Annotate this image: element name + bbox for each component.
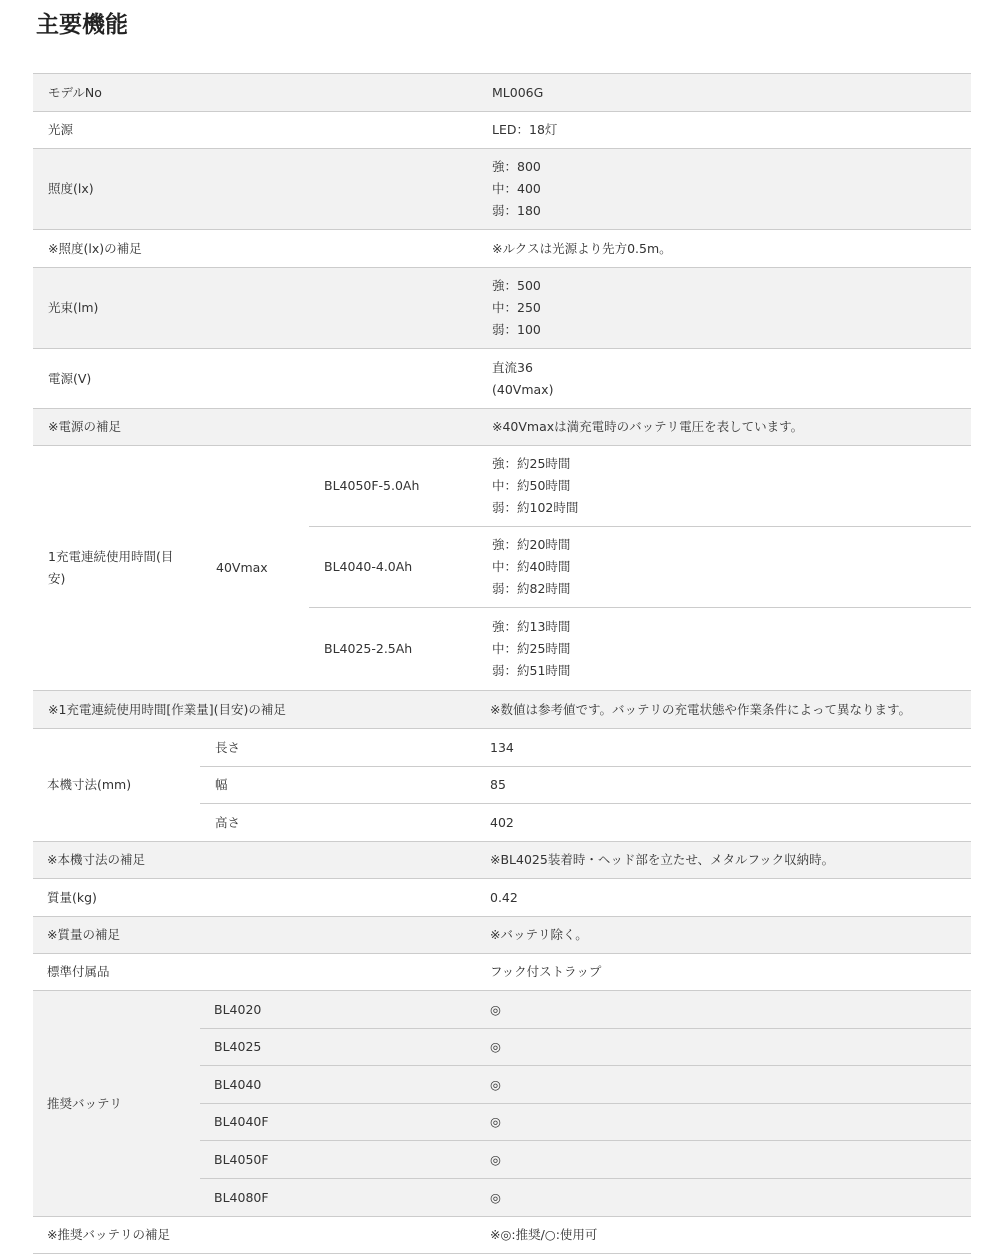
spec-row-model: [33, 74, 971, 112]
spec-row-recommended-battery: [33, 991, 971, 1217]
battery-compatibility: ◎: [490, 1039, 501, 1054]
battery-name: BL4025: [214, 1039, 262, 1054]
spec-value-line: 弱：180: [492, 203, 541, 218]
battery-compatibility: ◎: [490, 1001, 501, 1017]
recommended-battery-row: [200, 1066, 971, 1104]
battery-name: BL4050F-5.0Ah: [324, 478, 420, 493]
spec-value: ※40Vmaxは満充電時のバッテリ電圧を表しています。: [492, 419, 804, 434]
battery-name: BL4025-2.5Ah: [324, 641, 413, 656]
spec-label: 光源: [48, 122, 74, 137]
spec-label: 本機寸法(mm): [47, 777, 132, 792]
spec-label: 照度(lx): [48, 181, 94, 196]
spec-row-illuminance-note: [33, 230, 971, 268]
spec-label: ※電源の補足: [48, 419, 121, 434]
spec-label: 1充電連続使用時間(目安): [48, 549, 174, 586]
spec-value: ※ルクスは光源より先方0.5m。: [492, 240, 672, 256]
spec-value: [492, 149, 961, 229]
spec-value: 0.42: [490, 889, 518, 905]
spec-row-recommended-note: [33, 1217, 971, 1254]
recommended-battery-row: [200, 991, 971, 1029]
spec-value: [492, 349, 961, 408]
battery-runtime: [492, 446, 578, 526]
dimension-name: 長さ: [215, 739, 241, 755]
spec-label: ※1充電連続使用時間[作業量](目安)の補足: [48, 701, 286, 717]
dimension-value: 134: [490, 739, 514, 755]
runtime-battery-list: [309, 446, 971, 690]
battery-compatibility: ◎: [490, 1076, 501, 1092]
spec-row-power-note: [33, 409, 971, 446]
battery-name: BL4050F: [214, 1151, 269, 1167]
spec-row-luminous-flux: [33, 268, 971, 349]
battery-runtime: [492, 608, 570, 690]
spec-value-line: 強：800: [492, 159, 541, 174]
spec-value: [492, 268, 961, 348]
spec-value: ※バッテリ除く。: [490, 927, 588, 942]
runtime-battery-row: [309, 527, 971, 608]
spec-label: ※推奨バッテリの補足: [47, 1227, 170, 1242]
battery-compatibility: ◎: [490, 1114, 501, 1129]
spec-value-line: 弱：100: [492, 322, 541, 337]
spec-value-line: 弱：約51時間: [492, 663, 571, 678]
battery-name: BL4040F: [214, 1114, 269, 1129]
spec-value-line: 中：約50時間: [492, 478, 571, 493]
spec-row-runtime: [33, 446, 971, 691]
dimension-row: [200, 767, 971, 804]
runtime-battery-row: [309, 608, 971, 690]
spec-table: [33, 73, 971, 1254]
spec-value: ML006G: [492, 84, 544, 100]
page-title: 主要機能: [36, 12, 128, 38]
spec-row-runtime-note: [33, 691, 971, 729]
spec-label: 光束(lm): [48, 300, 99, 315]
dimension-row: [200, 804, 971, 841]
spec-value-line: 強：500: [492, 278, 541, 293]
spec-label: モデルNo: [48, 84, 102, 100]
dimension-value: 85: [490, 777, 506, 792]
spec-value: LED：18灯: [492, 122, 558, 137]
spec-label: ※本機寸法の補足: [47, 852, 145, 867]
spec-row-light-source: [33, 112, 971, 149]
battery-compatibility: ◎: [490, 1151, 501, 1167]
recommended-battery-row: [200, 1179, 971, 1216]
recommended-battery-row: [200, 1029, 971, 1066]
spec-label: ※照度(lx)の補足: [48, 240, 142, 256]
spec-label: 質量(kg): [47, 889, 97, 905]
spec-value-line: 直流36: [492, 359, 533, 375]
spec-label: ※質量の補足: [47, 927, 120, 942]
spec-value: フック付ストラップ: [490, 964, 602, 979]
spec-label: 電源(V): [48, 370, 92, 386]
spec-value-line: (40Vmax): [492, 381, 554, 397]
battery-name: BL4040-4.0Ah: [324, 559, 413, 574]
spec-value-line: 強：約13時間: [492, 619, 571, 634]
spec-value-line: 強：約20時間: [492, 537, 571, 552]
spec-voltage: 40Vmax: [216, 560, 268, 575]
spec-row-dimensions-note: [33, 842, 971, 879]
spec-row-illuminance: [33, 149, 971, 230]
dimension-value: 402: [490, 814, 514, 830]
spec-value-line: 中：約40時間: [492, 559, 571, 574]
spec-row-accessories: [33, 954, 971, 991]
dimension-list: [200, 729, 971, 841]
battery-name: BL4080F: [214, 1189, 269, 1205]
recommended-battery-row: [200, 1104, 971, 1141]
spec-row-mass-note: [33, 917, 971, 954]
spec-value-line: 中：250: [492, 300, 541, 315]
dimension-row: [200, 729, 971, 767]
dimension-name: 幅: [215, 777, 228, 792]
spec-value: ※BL4025装着時・ヘッド部を立たせ、メタルフック収納時。: [490, 852, 835, 867]
spec-value: ※◎:推奨/○:使用可: [490, 1227, 598, 1242]
spec-value-line: 強：約25時間: [492, 456, 571, 471]
dimension-name: 高さ: [215, 814, 241, 830]
spec-row-power: [33, 349, 971, 409]
spec-label: 標準付属品: [47, 964, 110, 979]
recommended-battery-row: [200, 1141, 971, 1179]
battery-runtime: [492, 527, 570, 607]
recommended-battery-list: [200, 991, 971, 1216]
spec-value-line: 中：400: [492, 181, 541, 196]
spec-row-mass: [33, 879, 971, 917]
battery-name: BL4020: [214, 1001, 262, 1017]
battery-compatibility: ◎: [490, 1189, 501, 1205]
spec-label: 推奨バッテリ: [47, 1095, 123, 1111]
spec-value-line: 中：約25時間: [492, 641, 571, 656]
spec-row-dimensions: [33, 729, 971, 842]
battery-name: BL4040: [214, 1076, 262, 1092]
runtime-battery-row: [309, 446, 971, 527]
spec-value-line: 弱：約102時間: [492, 500, 579, 515]
spec-value: ※数値は参考値です。バッテリの充電状態や作業条件によって異なります。: [490, 701, 911, 717]
spec-value-line: 弱：約82時間: [492, 581, 571, 596]
